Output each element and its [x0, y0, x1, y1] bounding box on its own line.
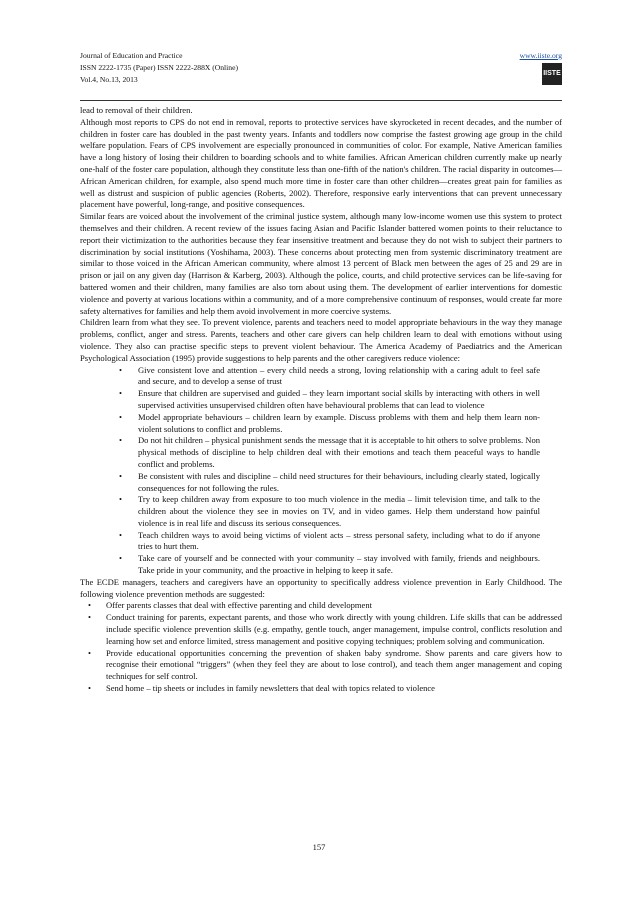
caregiver-suggestions-list: [80, 365, 562, 577]
list-item: • Ensure that children are supervised and guided – they learn important social skills by interacting with others in well supervised activities unsupervised children often have behavioural problems that can lead to violence: [80, 388, 562, 412]
paragraph-4: Children learn from what they see. To prevent violence, parents and teachers need to model appropriate behaviours in the way they manage problems, conflict, anger and stress. Parents, teachers and other care givers can help children learn to deal with emotions without using violence. They also can practise specific steps to prevent violent behaviour. The America Academy of Paediatrics and the American Psychological Association (1995) provide suggestions to help parents and the other caregivers reduce violence:: [80, 317, 562, 363]
list-item: • Be consistent with rules and discipline – child need structures for their behaviours, including clearly stated, logically consequences for not following the rules.: [80, 471, 562, 495]
article-body: [80, 105, 562, 695]
list-item: • Send home – tip sheets or includes in family newsletters that deal with topics related to violence: [80, 683, 562, 695]
list-item: • Provide educational opportunities concerning the prevention of shaken baby syndrome. Show parents and care givers how to recognise their emotional “triggers” (when they feel they are about to lose control), and teach them anger management and coping techniques for self control.: [80, 648, 562, 683]
list-item: • Take care of yourself and be connected with your community – stay involved with family, friends and neighbours. Take pride in your community, and the proactive in helping to keep it safe.: [80, 553, 562, 577]
paragraph-1: lead to removal of their children.: [80, 105, 193, 115]
list-item: • Give consistent love and attention – every child needs a strong, loving relationship with a caring adult to feel safe and secure, and to develop a sense of trust: [80, 365, 562, 389]
list-item: • Try to keep children away from exposure to too much violence in the media – limit television time, and talk to the children about the violence they see in movies on TV, and in video games. Help them understand how painful violence is in real life and discuss its serious consequences.: [80, 494, 562, 529]
paragraph-2: Although most reports to CPS do not end in removal, reports to protective services have skyrocketed in recent decades, and the number of children in foster care has doubled in the past twenty years. Infants and toddlers now comprise the fastest growing age group in the child welfare population. Fears of CPS involvement are especially pronounced in communities of color. For example, Native American families have a long history of losing their children to boarding schools and to white families. African American children currently make up nearly one-half of the foster care population, although they constitute less than one-fifth of the nation's children. The racial disparity in outcomes—African American children, for example, also spend much more time in foster care than other children—creates great pain for families as well as distrust and suspicion of public agencies (Roberts, 2002). Therefore, responsive early interventions that can prevent unnecessary placement have powerful, long-range, and positive consequences.: [80, 116, 562, 210]
paragraph-3: Similar fears are voiced about the involvement of the criminal justice system, although many low-income women use this system to protect themselves and their children. A recent review of the issues facing Asian and Pacific Islander battered women points to their reluctance to report their victimization to the authorities because they fear insensitive treatment and because they do not wish to subject their partners to discrimination by social institutions (Yoshihama, 2003). These concerns about protecting men from systemic discriminatory treatment are similar to those voiced in the African American community, where almost 13 percent of Black men between the ages of 25 and 29 are in prison or jail on any given day (Harrison & Karberg, 2003). Although the police, courts, and child protective services can be life-saving for battered women and their children, many families are also torn about using them. The development of earlier interventions for domestic violence and poverty at various locations within a community, and of a more comprehensive continuum of responses, would create far more safety alternatives for families and help them avoid involvement in more coercive systems.: [80, 211, 562, 316]
issn: ISSN 2222-1735 (Paper) ISSN 2222-288X (Online): [80, 63, 238, 72]
list-item: • Do not hit children – physical punishment sends the message that it is acceptable to hit others to solve problems. Non physical methods of discipline to help children deal with their emotions and teach them peaceful ways to handle conflict and problems.: [80, 435, 562, 470]
page-number: 157: [312, 842, 326, 852]
header-divider: [80, 100, 562, 101]
journal-header: [80, 50, 562, 98]
prevention-methods-list: [80, 600, 562, 694]
list-item: • Offer parents classes that deal with effective parenting and child development: [80, 600, 562, 612]
volume: Vol.4, No.13, 2013: [80, 75, 138, 84]
journal-url-link[interactable]: www.iiste.org: [519, 51, 562, 60]
list-item: • Teach children ways to avoid being victims of violent acts – stress personal safety, including what to do if anyone tries to hurt them.: [80, 530, 562, 554]
paragraph-ecde: The ECDE managers, teachers and caregivers have an opportunity to specifically address violence prevention in Early Childhood. The following violence prevention methods are suggested:: [80, 576, 562, 599]
list-item: • Conduct training for parents, expectant parents, and those who work directly with young children. Life skills that can be addressed include specific violence prevention skills (e.g. empathy, gentle touch, anger management, impulse control, conflicts resolution and learning how set and enforce limited, stress management and positive copying techniques; problem solving and communication.: [80, 612, 562, 647]
iiste-logo: IISTE: [542, 63, 562, 85]
journal-name: Journal of Education and Practice: [80, 51, 183, 60]
list-item: • Model appropriate behaviours – children learn by example. Discuss problems with them and help them learn non-violent solutions to conflict and problems.: [80, 412, 562, 436]
page: [80, 50, 562, 695]
